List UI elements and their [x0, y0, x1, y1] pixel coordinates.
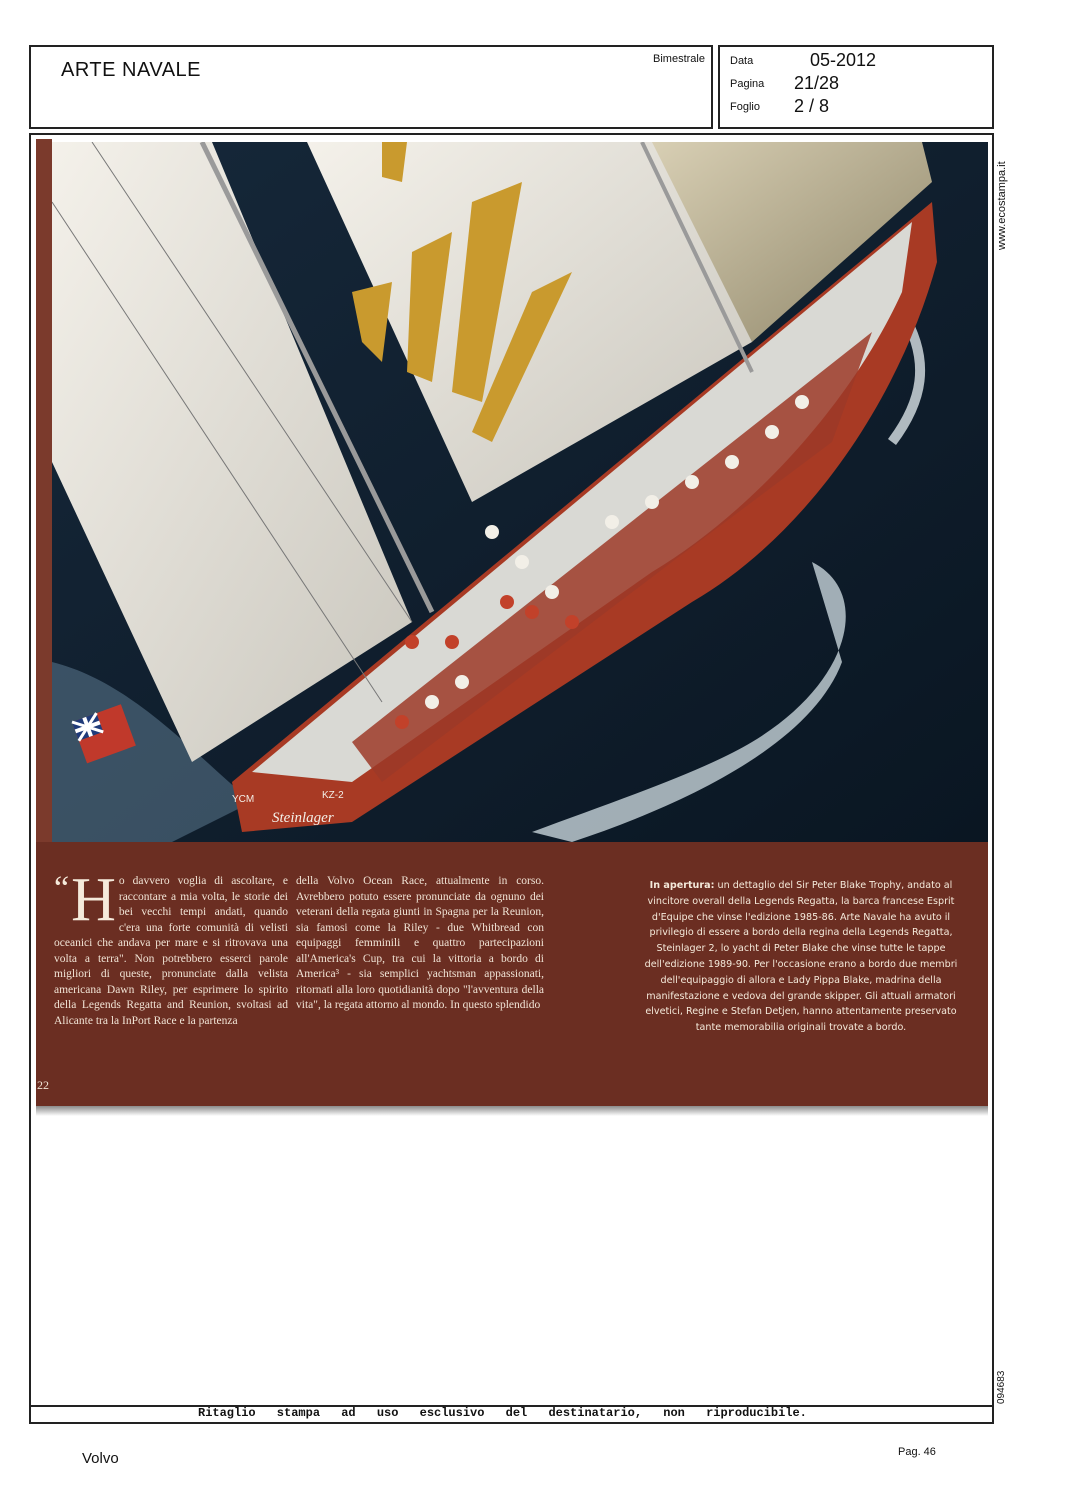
header-title-box	[29, 45, 713, 129]
pagina-label: Pagina	[730, 78, 765, 90]
dropcap: H	[71, 866, 116, 934]
disclaimer: Ritaglio stampa ad uso esclusivo del destinatario, non riproducibile.	[198, 1406, 807, 1420]
sail-number-mark: KZ-2	[322, 790, 344, 801]
caption-text: un dettaglio del Sir Peter Blake Trophy, andato al vincitore overall della Legends Regatta, la barca francese Esprit d'Equipe che vinse l'edizione 1985-86. Arte Navale ha avuto il privilegio di essere a bordo della regina della Legends Regatta, Steinlager 2, lo yacht di Peter Blake che vinse tutte le tappe dell'edizione 1989-90. Per l'occasione erano a bordo due membri dell'equipaggio di allora e Lady Pippa Blake, madrina della manifestazione e vedova del grande skipper. Gli attuali armatori elvetici, Regine e Stefan Detjen, hanno attentamente preservato tante memorabilia originali trovate a bordo.	[644, 880, 958, 1034]
photo-caption	[641, 878, 961, 1036]
data-label: Data	[730, 55, 754, 67]
frequency-label: Bimestrale	[653, 53, 705, 65]
footer-page: Pag. 46	[898, 1446, 936, 1458]
club-mark: YCM	[232, 794, 255, 805]
article-column-1	[54, 866, 288, 1029]
foglio-label: Foglio	[730, 101, 760, 113]
side-url: www.ecostampa.it	[996, 161, 1008, 250]
magazine-page-number: 22	[37, 1078, 49, 1092]
header-meta-box	[718, 45, 994, 129]
hull-name-mark: Steinlager	[272, 810, 334, 826]
publication-title: ARTE NAVALE	[61, 59, 201, 81]
side-code: 094683	[996, 1370, 1007, 1404]
photo-left-strip	[36, 139, 52, 842]
article-column-2: della Volvo Ocean Race, attualmente in corso. Avrebbero potuto essere pronunciate da ognuno dei veterani della regata giunti in Spagna per la Reunion, sia famosi come la Riley - due Whitbread con equipaggi femminili e quattro partecipazioni all'America's Cup, tra cui la vittoria a bordo di America³ - sia semplici yachtsman appassionati, ritornati alla loro quotidianità dopo "l'avventura della vita", la regata attorno al mondo. In questo splendido	[296, 875, 544, 1011]
data-value: 05-2012	[810, 50, 877, 70]
caption-lead: In apertura:	[649, 880, 715, 891]
pagina-value: 21/28	[794, 73, 840, 93]
column-1-text: o davvero voglia di ascoltare, e raccontare a mia volta, le storie dei bei vecchi tempi andati, quando c'era una forte comunità di velisti oceanici che andava per mare e si ritrovava una volta a terra". Non potrebbero esserci parole migliori di queste, pronunciate dalla velista americana Dawn Riley, per esprimere lo spirito della Legends Regatta and Reunion, svoltasi ad Alicante tra la InPort Race e la partenza	[54, 875, 288, 1027]
footer-topic: Volvo	[82, 1450, 119, 1467]
yacht-illustration	[52, 142, 988, 842]
sailing-yacht-photo	[52, 142, 988, 842]
opening-quote: “	[54, 870, 70, 907]
panel-shadow	[36, 1106, 988, 1116]
foglio-value: 2 / 8	[794, 96, 830, 116]
